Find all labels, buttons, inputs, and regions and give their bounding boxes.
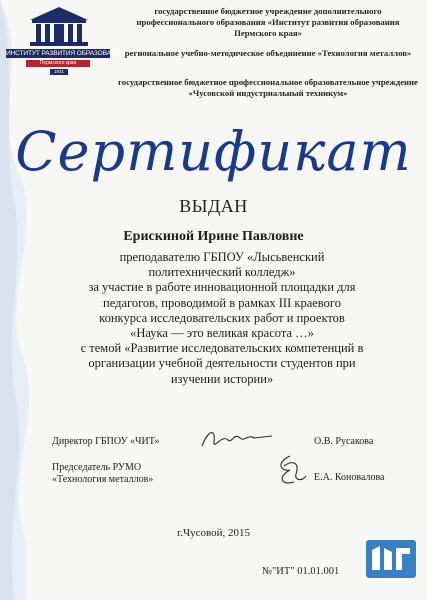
issued-label: ВЫДАН bbox=[179, 196, 248, 216]
chair-label-line1: Председатель РУМО bbox=[52, 462, 142, 473]
issuer-institute: государственное бюджетное учреждение дополнительного профессионального образования «Институт развития образования Пермского края» bbox=[136, 6, 400, 38]
logo-year: 1931 bbox=[50, 69, 68, 75]
director-signature-icon bbox=[198, 424, 276, 454]
body-line: «Наука — это великая красота …» bbox=[130, 326, 314, 341]
body-line: за участие в работе инновационной площадки для bbox=[88, 280, 356, 295]
certificate-title: Сертификат bbox=[15, 120, 412, 183]
certificate-body bbox=[40, 250, 404, 387]
issuer-rumo: региональное учебно-методическое объединение «Технология металлов» bbox=[124, 48, 412, 58]
body-line: организации учебной деятельности студентов при bbox=[88, 356, 356, 371]
director-name: О.В. Русакова bbox=[314, 436, 374, 447]
body-line: изучении истории» bbox=[170, 371, 274, 386]
body-line: преподавателю ГБПОУ «Лысьвенский bbox=[119, 250, 325, 264]
chair-name: Е.А. Коновалова bbox=[314, 472, 385, 483]
body-line: конкурса исследовательских работ и проектов bbox=[99, 310, 345, 325]
chair-signature-icon bbox=[270, 452, 308, 488]
institute-logo bbox=[6, 4, 125, 84]
chair-label bbox=[52, 462, 153, 486]
building-icon bbox=[26, 4, 92, 48]
decorative-wave bbox=[0, 0, 38, 600]
chair-label-line2: «Технология металлов» bbox=[52, 474, 154, 485]
body-line: с темой «Развитие исследовательских компетенций в bbox=[80, 341, 364, 356]
body-line: педагогов, проводимой в рамках III краевого bbox=[103, 295, 341, 310]
certificate-number: №"ИТ" 01.01.001 bbox=[262, 566, 340, 577]
director-label: Директор ГБПОУ «ЧИТ» bbox=[52, 436, 160, 447]
college-logo-icon bbox=[366, 540, 416, 578]
place-year: г.Чусовой, 2015 bbox=[176, 527, 251, 539]
issuer-college: государственное бюджетное профессиональное образовательное учреждение «Чусовской индустриальный техникум» bbox=[118, 77, 418, 98]
logo-region: Пермского края bbox=[26, 60, 90, 67]
recipient-name: Ерискиной Ирине Павловне bbox=[123, 229, 304, 244]
body-line: политехнический колледж» bbox=[148, 265, 296, 280]
logo-band: ИНСТИТУТ РАЗВИТИЯ ОБРАЗОВАНИЯ bbox=[6, 50, 125, 57]
